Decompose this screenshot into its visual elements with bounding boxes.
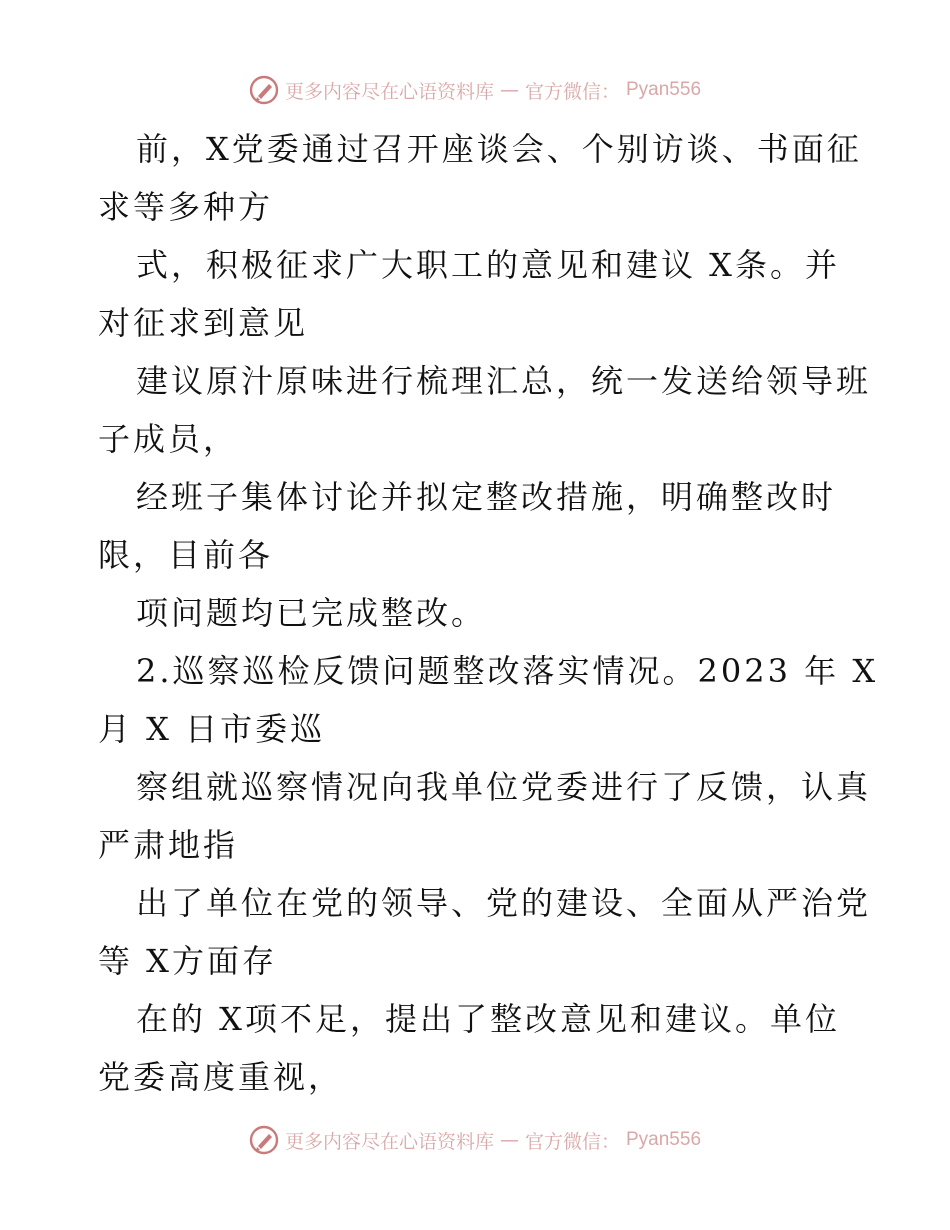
text-line: 子成员， — [98, 420, 239, 458]
text-line: 党委高度重视， — [98, 1058, 344, 1096]
document-body — [98, 120, 879, 1106]
text-line: 限，目前各 — [98, 536, 274, 574]
text-line: 等 X方面存 — [98, 942, 277, 980]
text-line: 求等多种方 — [98, 188, 274, 226]
text-line: 对征求到意见 — [98, 304, 309, 342]
watermark-text: 更多内容尽在心语资料库 — [284, 80, 494, 103]
watermark-handle: Pyan556 — [626, 1129, 702, 1150]
text-line: 在的 X项不足，提出了整改意见和建议。单位 — [136, 1000, 840, 1038]
text-line: 式，积极征求广大职工的意见和建议 X条。并 — [136, 246, 840, 284]
header-watermark — [0, 70, 950, 110]
text-line: 月 X 日市委巡 — [98, 710, 326, 748]
watermark-label: 官方微信： — [524, 80, 620, 103]
watermark-text: 更多内容尽在心语资料库 — [284, 1130, 494, 1153]
footer-watermark — [0, 1120, 950, 1160]
watermark-label: 官方微信： — [524, 1130, 620, 1153]
text-line: 出了单位在党的领导、党的建设、全面从严治党 — [136, 884, 872, 922]
pen-seal-icon — [249, 1125, 279, 1155]
pen-seal-icon — [249, 75, 279, 105]
text-line: 严肃地指 — [98, 826, 239, 864]
text-line: 项问题均已完成整改。 — [136, 594, 487, 632]
text-line: 察组就巡察情况向我单位党委进行了反馈，认真 — [136, 768, 872, 806]
text-line: 经班子集体讨论并拟定整改措施，明确整改时 — [136, 478, 837, 516]
text-line: 前，X党委通过召开座谈会、个别访谈、书面征 — [136, 130, 862, 168]
watermark-separator: — — [499, 1129, 519, 1151]
text-line: 2.巡察巡检反馈问题整改落实情况。2023 年 X — [136, 652, 879, 690]
watermark-separator: — — [499, 79, 519, 101]
text-line: 建议原汁原味进行梳理汇总，统一发送给领导班 — [136, 362, 872, 400]
watermark-handle: Pyan556 — [626, 79, 702, 100]
